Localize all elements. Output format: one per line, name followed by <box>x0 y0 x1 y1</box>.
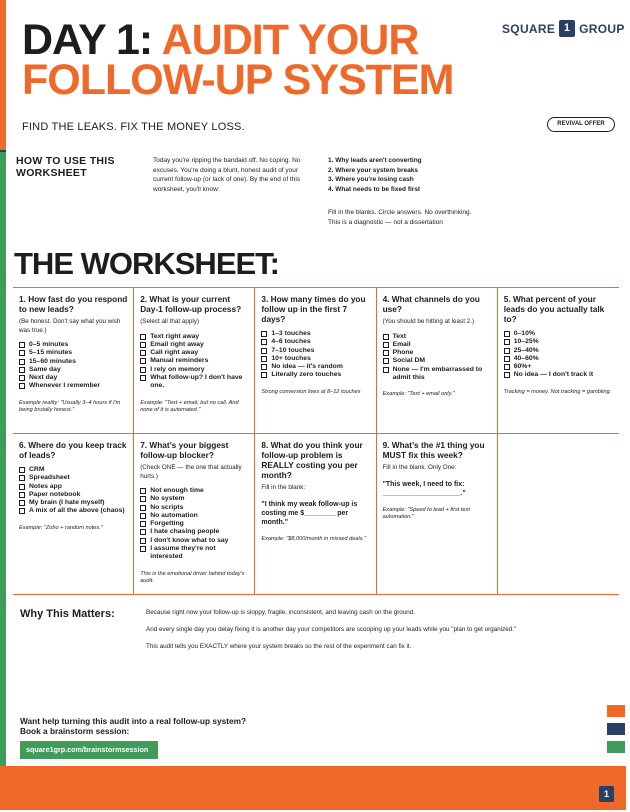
question-text: 7. What's your biggest follow-up blocker? <box>140 440 229 460</box>
question-hint: Fill in the blank: <box>261 484 306 491</box>
question-cell-1 <box>13 288 134 433</box>
checkbox-icon[interactable] <box>261 348 267 354</box>
example-note: Tracking = money. Not tracking = gambling. <box>503 388 612 395</box>
question-hint: (Check ONE — the one that actually hurts.) <box>140 464 242 480</box>
option-item <box>19 474 128 482</box>
checkbox-icon[interactable] <box>261 364 267 370</box>
checkbox-icon[interactable] <box>19 484 25 490</box>
question-text: 3. How many times do you follow up in the first 7 days? <box>261 294 366 324</box>
options-list <box>140 333 249 391</box>
option-label: Forgetting <box>150 520 184 528</box>
option-item <box>140 495 249 503</box>
option-item <box>261 371 370 379</box>
option-label: I hate chasing people <box>150 528 220 536</box>
left-accent-navy <box>0 150 6 152</box>
checkbox-icon[interactable] <box>140 367 146 373</box>
checkbox-icon[interactable] <box>140 546 146 552</box>
question-text: 8. What do you think your follow-up problem is REALLY costing you per month? <box>261 440 363 480</box>
checkbox-icon[interactable] <box>19 475 25 481</box>
checkbox-icon[interactable] <box>261 372 267 378</box>
option-label: Spreadsheet <box>29 474 70 482</box>
checkbox-icon[interactable] <box>19 500 25 506</box>
why-body <box>146 608 576 659</box>
option-item <box>19 382 128 390</box>
option-item <box>140 487 249 495</box>
option-label: Text <box>392 332 407 340</box>
question-cell-9 <box>377 434 498 594</box>
logo-right: GROUP <box>579 21 625 36</box>
example-note: Example: "Text + email, but no call. And none of it is automated." <box>140 399 239 414</box>
howto-note: Fill in the blanks. Circle answers. No overthinking. This is a diagnostic — not a dissertation <box>328 209 472 226</box>
worksheet-row <box>13 434 619 595</box>
option-item <box>504 355 614 363</box>
checkbox-icon[interactable] <box>19 467 25 473</box>
question-text: 5. What percent of your leads do you actually talk to? <box>503 294 605 324</box>
options-list <box>504 330 614 380</box>
option-item <box>19 499 128 507</box>
option-item <box>140 349 249 357</box>
checkbox-icon[interactable] <box>140 488 146 494</box>
option-item <box>383 333 492 341</box>
howto-title: HOW TO USE THIS WORKSHEET <box>16 155 115 179</box>
checkbox-icon[interactable] <box>383 367 389 373</box>
checkbox-icon[interactable] <box>19 375 25 381</box>
left-accent-bar <box>0 0 6 808</box>
fill-in-blank: "This week, I need to fix: ____________________." <box>382 480 466 497</box>
logo-mark-icon: 1 <box>559 20 575 37</box>
checkbox-icon[interactable] <box>140 538 146 544</box>
option-item <box>140 341 249 349</box>
example-note: Example: "Speed to lead + first text automation." <box>382 506 470 520</box>
checkbox-icon[interactable] <box>504 372 510 378</box>
checkbox-icon[interactable] <box>19 342 25 348</box>
option-label: My brain (I hate myself) <box>29 499 105 507</box>
option-item <box>140 504 249 512</box>
option-label: 0–10% <box>513 330 535 337</box>
option-label: I rely on memory <box>150 365 205 373</box>
option-label: 25–40% <box>513 346 539 354</box>
option-item <box>261 338 370 346</box>
option-item <box>504 363 614 371</box>
option-label: Next day <box>29 374 58 382</box>
checkbox-icon[interactable] <box>383 334 389 340</box>
option-label: I don't know what to say <box>150 536 229 544</box>
checkbox-icon[interactable] <box>504 331 510 337</box>
option-label: Whenever I remember <box>29 382 101 390</box>
options-list <box>140 487 249 562</box>
option-label: 10+ touches <box>271 354 311 362</box>
options-list <box>19 466 128 516</box>
checkbox-icon[interactable] <box>261 356 267 362</box>
question-text: 4. What channels do you use? <box>382 294 480 314</box>
option-item <box>261 355 370 363</box>
option-item <box>19 374 128 382</box>
checkbox-icon[interactable] <box>504 339 510 345</box>
option-item <box>383 349 492 357</box>
left-accent-orange <box>0 0 6 150</box>
option-label: Phone <box>392 349 414 357</box>
option-label: Not enough time <box>150 487 204 494</box>
question-cell-7 <box>134 434 255 594</box>
checkbox-icon[interactable] <box>140 342 146 348</box>
why-paragraph: This audit tells you EXACTLY where your system breaks so the rest of the experiment can fix it. <box>146 643 412 650</box>
worksheet-grid <box>13 287 619 595</box>
option-item <box>383 341 492 349</box>
option-label: No scripts <box>150 503 184 511</box>
option-label: Social DM <box>392 357 426 365</box>
option-label: Email <box>392 340 411 348</box>
option-item <box>19 341 128 349</box>
stripe-navy <box>607 723 625 735</box>
option-item <box>140 545 249 562</box>
fill-in-blank: "I think my weak follow-up is costing me $________ per month." <box>261 500 358 526</box>
option-item <box>19 466 128 474</box>
cta-line-2: Book a brainstorm session: <box>20 726 130 736</box>
howto-list-item: 2. Where your system breaks <box>328 166 418 174</box>
option-label: 60%+ <box>513 363 532 371</box>
subtitle: FIND THE LEAKS. FIX THE MONEY LOSS. <box>22 121 245 133</box>
checkbox-icon[interactable] <box>140 350 146 356</box>
option-item <box>140 333 249 341</box>
option-item <box>261 347 370 355</box>
options-list <box>383 333 492 383</box>
checkbox-icon[interactable] <box>140 375 146 381</box>
why-paragraph: Because right now your follow-up is sloppy, fragile, inconsistent, and leaving cash on the ground. <box>146 609 416 616</box>
checkbox-icon[interactable] <box>140 521 146 527</box>
option-label: Notes app <box>29 482 62 490</box>
option-item <box>19 349 128 357</box>
example-note: This is the emotional driver behind today's audit. <box>140 570 245 585</box>
option-item <box>504 330 614 338</box>
checkbox-icon[interactable] <box>19 367 25 373</box>
logo-left: SQUARE <box>502 21 556 36</box>
option-item <box>140 520 249 528</box>
stripe-orange <box>607 705 625 717</box>
checkbox-icon[interactable] <box>140 529 146 535</box>
question-cell-6 <box>13 434 134 594</box>
question-hint: Fill in the blank. Only One: <box>382 464 457 471</box>
stripe-green <box>607 741 625 753</box>
option-label: 7–10 touches <box>271 346 315 354</box>
option-label: 1–3 touches <box>271 330 311 337</box>
option-label: Email right away <box>150 340 204 348</box>
example-note: Example: "$8,000/month in missed deals." <box>261 535 367 542</box>
option-label: What follow-up? I don't have one. <box>150 373 243 390</box>
option-item <box>140 357 249 365</box>
option-label: 4–6 touches <box>271 338 311 346</box>
options-list <box>19 341 128 391</box>
checkbox-icon[interactable] <box>140 496 146 502</box>
option-label: 40–60% <box>513 354 539 362</box>
option-label: No idea — I don't track it <box>513 371 594 379</box>
page-title <box>22 16 454 104</box>
option-label: Paper notebook <box>29 490 81 498</box>
why-paragraph: And every single day you delay fixing it is another day your competitors are scooping up your leads while you "plan to get organized." <box>146 626 517 633</box>
option-label: I assume they're not interested <box>150 545 216 561</box>
option-item <box>261 363 370 371</box>
footer-bar <box>0 766 626 810</box>
checkbox-icon[interactable] <box>19 492 25 498</box>
option-item <box>19 507 128 515</box>
option-item <box>504 338 614 346</box>
option-item <box>19 366 128 374</box>
option-label: Manual reminders <box>150 357 209 365</box>
option-label: No system <box>150 495 185 503</box>
question-cell-5 <box>498 288 619 433</box>
option-label: 10–25% <box>513 338 539 346</box>
checkbox-icon[interactable] <box>140 505 146 511</box>
option-item <box>140 366 249 374</box>
revival-offer-badge: REVIVAL OFFER <box>547 117 615 132</box>
why-title: Why This Matters: <box>20 608 115 620</box>
question-cell-8 <box>255 434 376 594</box>
example-note: Example: "Zoho + random notes." <box>19 524 103 531</box>
footer-logo-mark-icon: 1 <box>599 786 614 802</box>
options-list <box>261 330 370 380</box>
worksheet-row <box>13 288 619 434</box>
question-text: 6. Where do you keep track of leads? <box>19 440 127 460</box>
title-day: DAY 1: <box>22 16 153 64</box>
option-label: No automation <box>150 511 198 519</box>
option-label: Same day <box>29 365 61 373</box>
question-text: 9. What's the #1 thing you MUST fix this week? <box>382 440 485 460</box>
option-item <box>383 357 492 365</box>
checkbox-icon[interactable] <box>19 350 25 356</box>
howto-list-item: 4. What needs to be fixed first <box>328 185 421 193</box>
checkbox-icon[interactable] <box>383 342 389 348</box>
question-cell-3 <box>255 288 376 433</box>
option-label: None — I'm embarrassed to admit this <box>392 365 483 381</box>
checkbox-icon[interactable] <box>261 331 267 337</box>
example-note: Strong conversion lives at 8–12 touches <box>261 388 361 395</box>
option-label: 15–60 minutes <box>29 357 76 365</box>
checkbox-icon[interactable] <box>19 359 25 365</box>
cta-line-1: Want help turning this audit into a real follow-up system? <box>20 716 247 726</box>
checkbox-icon[interactable] <box>140 334 146 340</box>
option-label: Text right away <box>150 332 200 340</box>
howto-body: Today you're ripping the bandaid off. No coping. No excuses. You're doing a blunt, honest audit of your current follow-up (or lack of one). By the end of this worksheet, you'll know: <box>153 157 301 193</box>
howto-list <box>328 156 478 194</box>
checkbox-icon[interactable] <box>261 339 267 345</box>
title-orange-1: AUDIT YOUR <box>161 16 419 64</box>
option-item <box>383 366 492 383</box>
checkbox-icon[interactable] <box>140 358 146 364</box>
checkbox-icon[interactable] <box>383 358 389 364</box>
example-note: Example reality: "Usually 3–4 hours if I'm being brutally honest." <box>19 399 121 414</box>
checkbox-icon[interactable] <box>19 383 25 389</box>
cta-text <box>20 716 246 736</box>
option-item <box>261 330 370 338</box>
option-label: 5–15 minutes <box>29 349 73 357</box>
option-label: CRM <box>29 466 45 473</box>
option-label: Literally zero touches <box>271 371 342 379</box>
option-item <box>504 371 614 379</box>
question-cell-2 <box>134 288 255 433</box>
company-logo <box>502 20 625 37</box>
checkbox-icon[interactable] <box>504 348 510 354</box>
question-hint: (Be honest. Don't say what you wish was true.) <box>19 318 121 334</box>
question-hint: (You should be hitting at least 2.) <box>382 318 475 325</box>
question-hint: (Select all that apply) <box>140 318 199 325</box>
checkbox-icon[interactable] <box>383 350 389 356</box>
howto-list-item: 1. Why leads aren't converting <box>328 157 422 164</box>
option-item <box>140 512 249 520</box>
option-item <box>140 537 249 545</box>
howto-list-item: 3. Where you're losing cash <box>328 176 414 183</box>
question-text: 2. What is your current Day-1 follow-up process? <box>140 294 242 314</box>
question-cell-4 <box>377 288 498 433</box>
option-item <box>19 358 128 366</box>
worksheet-title: THE WORKSHEET: <box>14 246 279 281</box>
example-note: Example: "Text + email only." <box>382 391 455 398</box>
option-label: Call right away <box>150 349 199 357</box>
title-orange-2: FOLLOW-UP SYSTEM <box>22 56 454 104</box>
option-label: No idea — it's random <box>271 363 343 371</box>
option-item <box>140 528 249 536</box>
option-item <box>504 347 614 355</box>
checkbox-icon[interactable] <box>504 356 510 362</box>
question-text: 1. How fast do you respond to new leads? <box>19 294 128 314</box>
brainstorm-link-button[interactable]: square1grp.com/brainstormsession <box>20 741 158 759</box>
option-label: 0–5 minutes <box>29 341 69 348</box>
option-item <box>140 374 249 391</box>
checkbox-icon[interactable] <box>19 508 25 514</box>
checkbox-icon[interactable] <box>504 364 510 370</box>
right-accent-stripes <box>607 705 625 759</box>
option-label: A mix of all the above (chaos) <box>29 507 125 515</box>
empty-cell <box>498 434 619 594</box>
option-item <box>19 483 128 491</box>
option-item <box>19 491 128 499</box>
checkbox-icon[interactable] <box>140 513 146 519</box>
